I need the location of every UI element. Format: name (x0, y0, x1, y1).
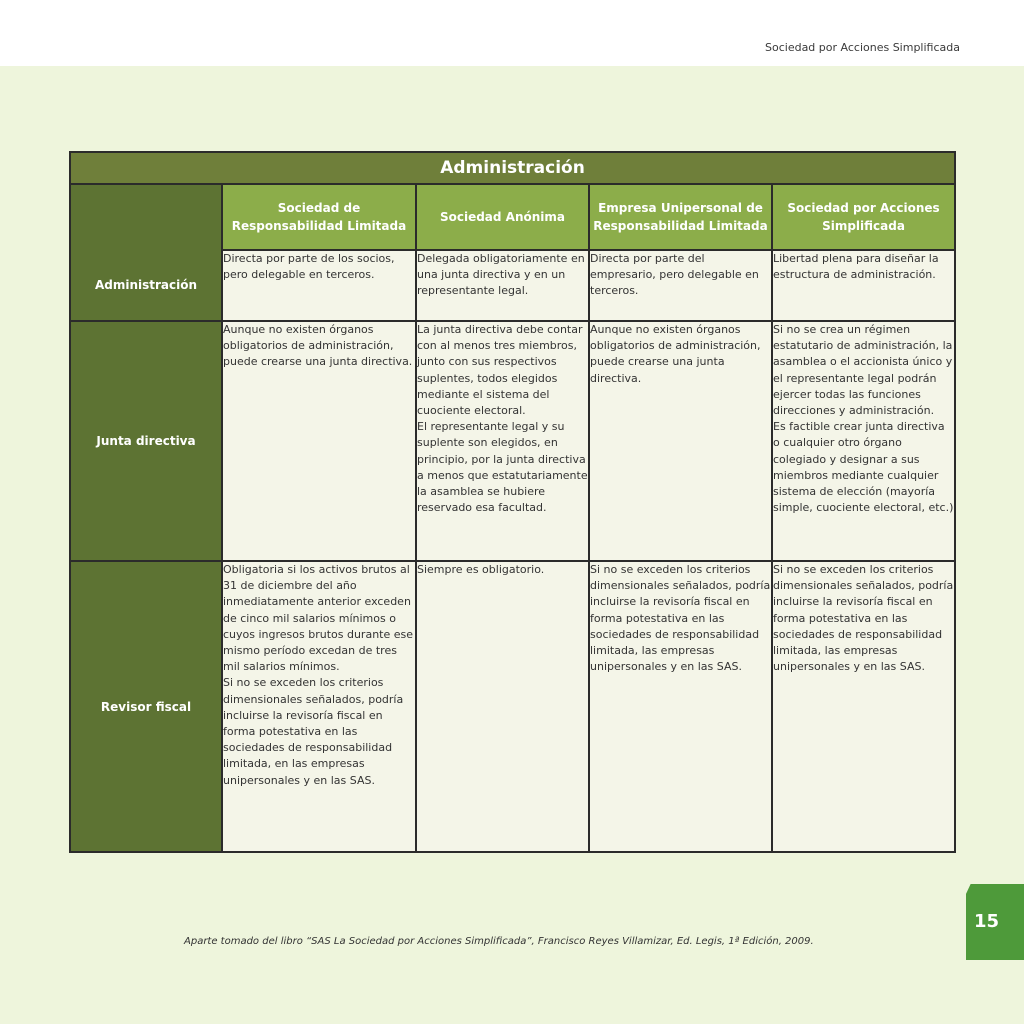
table-cell: Libertad plena para diseñar la estructura de administración. (772, 250, 955, 321)
source-footnote: Aparte tomado del libro “SAS La Sociedad por Acciones Simplificada”, Francisco Reyes Villamizar, Ed. Legis, 1ª Edición, 2009. (184, 936, 814, 947)
table-title: Administración (70, 152, 955, 184)
column-header-eu: Empresa Unipersonal de Responsabilidad Limitada (589, 184, 772, 250)
running-title: Sociedad por Acciones Simplificada (765, 41, 960, 54)
cell-paragraph: El representante legal y su suplente son elegidos, en principio, por la junta directiva a menos que estatutariamente la asamblea se hubiere reservado esa facultad. (417, 420, 588, 515)
table-cell: Directa por parte del empresario, pero delegable en terceros. (589, 250, 772, 321)
cell-paragraph: Si no se exceden los criterios dimensionales señalados, podría incluirse la revisoría fiscal en forma potestativa en las sociedades de responsabilidad limitada, las empresas unipersonales y en las SAS. (773, 563, 954, 674)
row-header-administracion: Administración (70, 184, 222, 321)
cell-paragraph: La junta directiva debe contar con al menos tres miembros, junto con sus respectivos suplentes, todos elegidos mediante el sistema del cuociente electoral. (417, 323, 583, 418)
comparison-table (69, 151, 956, 853)
table-cell: Delegada obligatoriamente en una junta directiva y en un representante legal. (416, 250, 589, 321)
cell-paragraph: Si no se exceden los criterios dimensionales señalados, podría incluirse la revisoría fiscal en forma potestativa en las sociedades de responsabilidad limitada, en las empresas unipersonales y en las SAS. (223, 676, 404, 787)
column-header-srl: Sociedad de Responsabilidad Limitada (222, 184, 416, 250)
table-cell (222, 321, 416, 561)
cell-paragraph: Si no se crea un régimen estatutario de administración, la asamblea o el accionista único y el representante legal podrán ejercer todas las funciones direcciones y administración. (773, 323, 953, 418)
cell-paragraph: Si no se exceden los criterios dimensionales señalados, podría incluirse la revisoría fiscal en forma potestativa en las sociedades de responsabilidad limitada, las empresas unipersonales y en las SAS. (590, 563, 771, 674)
cell-paragraph: Obligatoria si los activos brutos al 31 de diciembre del año inmediatamente anterior exceden de cinco mil salarios mínimos o cuyos ingresos brutos durante ese mismo período excedan de tres mil salarios mínimos. (223, 563, 414, 674)
table-cell (416, 561, 589, 852)
page-number: 15 (974, 911, 1000, 932)
row-header-revisor-fiscal: Revisor fiscal (70, 561, 222, 852)
cell-paragraph: Siempre es obligatorio. (417, 563, 545, 576)
cell-paragraph: Aunque no existen órganos obligatorios de administración, puede crearse una junta directiva. (590, 323, 761, 385)
cell-paragraph: Aunque no existen órganos obligatorios de administración, puede crearse una junta directiva. (223, 323, 413, 369)
table-cell (772, 561, 955, 852)
column-header-sas: Sociedad por Acciones Simplificada (772, 184, 955, 250)
table-cell (772, 321, 955, 561)
column-header-sa: Sociedad Anónima (416, 184, 589, 250)
table-cell (589, 561, 772, 852)
table-cell (222, 561, 416, 852)
row-header-junta-directiva: Junta directiva (70, 321, 222, 561)
cell-paragraph: Es factible crear junta directiva o cualquier otro órgano colegiado y designar a sus miembros mediante cualquier sistema de elección (mayoría simple, cuociente electoral, etc.) (773, 420, 954, 515)
table-cell: Directa por parte de los socios, pero delegable en terceros. (222, 250, 416, 321)
header-band (0, 0, 1024, 66)
table-cell (589, 321, 772, 561)
table-cell (416, 321, 589, 561)
